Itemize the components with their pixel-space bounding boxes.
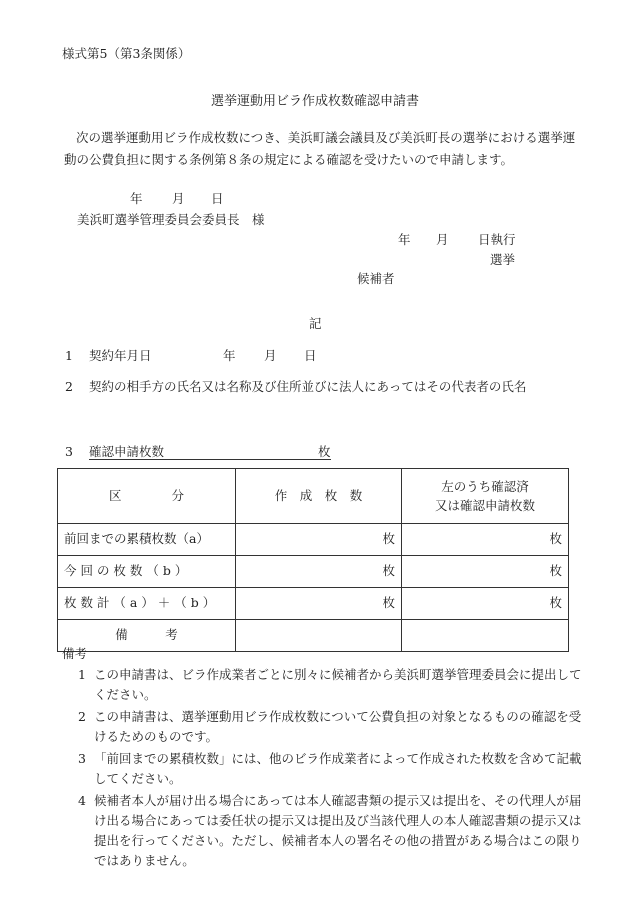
row-label: 枚 数 計 （ a ） ＋ （ b ） (58, 588, 236, 620)
item2-number: 2 (65, 379, 73, 394)
note-item (62, 791, 582, 871)
table-row (58, 588, 569, 620)
note-text: この申請書は、ビラ作成業者ごとに別々に候補者から美浜町選挙管理委員会に提出してください。 (94, 666, 582, 702)
election-label: 選挙 (490, 252, 516, 267)
intro-paragraph: 次の選挙運動用ビラ作成枚数につき、美浜町議会議員及び美浜町長の選挙における選挙運動の公費負担に関する条例第８条の規定による確認を受けたいので申請します。 (64, 130, 576, 167)
note-item (62, 665, 582, 705)
ki-heading: 記 (309, 316, 322, 331)
form-label: 様式第5（第3条関係） (62, 46, 191, 61)
row-confirmed-unit: 枚 (402, 556, 569, 588)
row-label: 今 回 の 枚 数 （ b ） (58, 556, 236, 588)
candidate-label: 候補者 (357, 271, 395, 286)
note-text: 「前回までの累積枚数」には、他のビラ作成業者によって作成された枚数を含めて記載してください。 (94, 750, 582, 786)
date-day: 日 (211, 191, 224, 206)
note-item (62, 707, 582, 747)
election-month: 月 (436, 232, 449, 247)
note-number: 1 (78, 666, 86, 682)
item3-number: 3 (65, 444, 73, 459)
table-header-row (58, 469, 569, 524)
row-label: 前回までの累積枚数（a） (58, 524, 236, 556)
notes-section (62, 648, 582, 873)
date-year: 年 (130, 191, 143, 206)
election-day: 日執行 (478, 232, 516, 247)
addressee: 美浜町選挙管理委員会委員長 様 (77, 212, 265, 227)
header-confirmed-line2: 又は確認申請枚数 (434, 498, 535, 513)
header-category: 区 分 (58, 469, 236, 524)
item3-underline (89, 459, 331, 460)
note-item (62, 749, 582, 789)
item1-label: 契約年月日 (89, 348, 152, 363)
remarks-label: 備 考 (58, 620, 236, 652)
row-created-unit: 枚 (236, 524, 402, 556)
header-confirmed-line1: 左のうち確認済 (441, 479, 529, 494)
document-title: 選挙運動用ビラ作成枚数確認申請書 (210, 94, 419, 109)
header-confirmed-count (402, 469, 569, 524)
count-table (57, 468, 569, 652)
row-confirmed-unit: 枚 (402, 524, 569, 556)
item1-year: 年 (223, 348, 236, 363)
table-row (58, 524, 569, 556)
row-created-unit: 枚 (236, 588, 402, 620)
item3-label: 確認申請枚数 (89, 444, 165, 459)
item3-unit: 枚 (318, 444, 331, 459)
notes-title: 備考 (62, 646, 88, 661)
note-text: この申請書は、選挙運動用ビラ作成枚数について公費負担の対象となるものの確認を受けるためのものです。 (94, 708, 582, 744)
note-number: 3 (78, 750, 86, 766)
row-confirmed-unit: 枚 (402, 588, 569, 620)
note-text: 候補者本人が届け出る場合にあっては本人確認書類の提示又は提出を、その代理人が届け出る場合にあっては委任状の提示又は提出及び当該代理人の本人確認書類の提示又は提出を行ってください。ただし、候補者本人の署名その他の措置がある場合はこの限りではありません。 (94, 792, 582, 868)
note-number: 2 (78, 708, 86, 724)
election-year: 年 (398, 232, 411, 247)
item1-day: 日 (304, 348, 317, 363)
note-number: 4 (78, 792, 86, 808)
item1-month: 月 (264, 348, 277, 363)
remarks-cell (236, 620, 402, 652)
table-remarks-row (58, 620, 569, 652)
date-month: 月 (172, 191, 185, 206)
header-created-count: 作 成 枚 数 (236, 469, 402, 524)
item1-number: 1 (65, 348, 73, 363)
table-row (58, 556, 569, 588)
item2-label: 契約の相手方の氏名又は名称及び住所並びに法人にあってはその代表者の氏名 (89, 379, 527, 394)
remarks-cell (402, 620, 569, 652)
row-created-unit: 枚 (236, 556, 402, 588)
